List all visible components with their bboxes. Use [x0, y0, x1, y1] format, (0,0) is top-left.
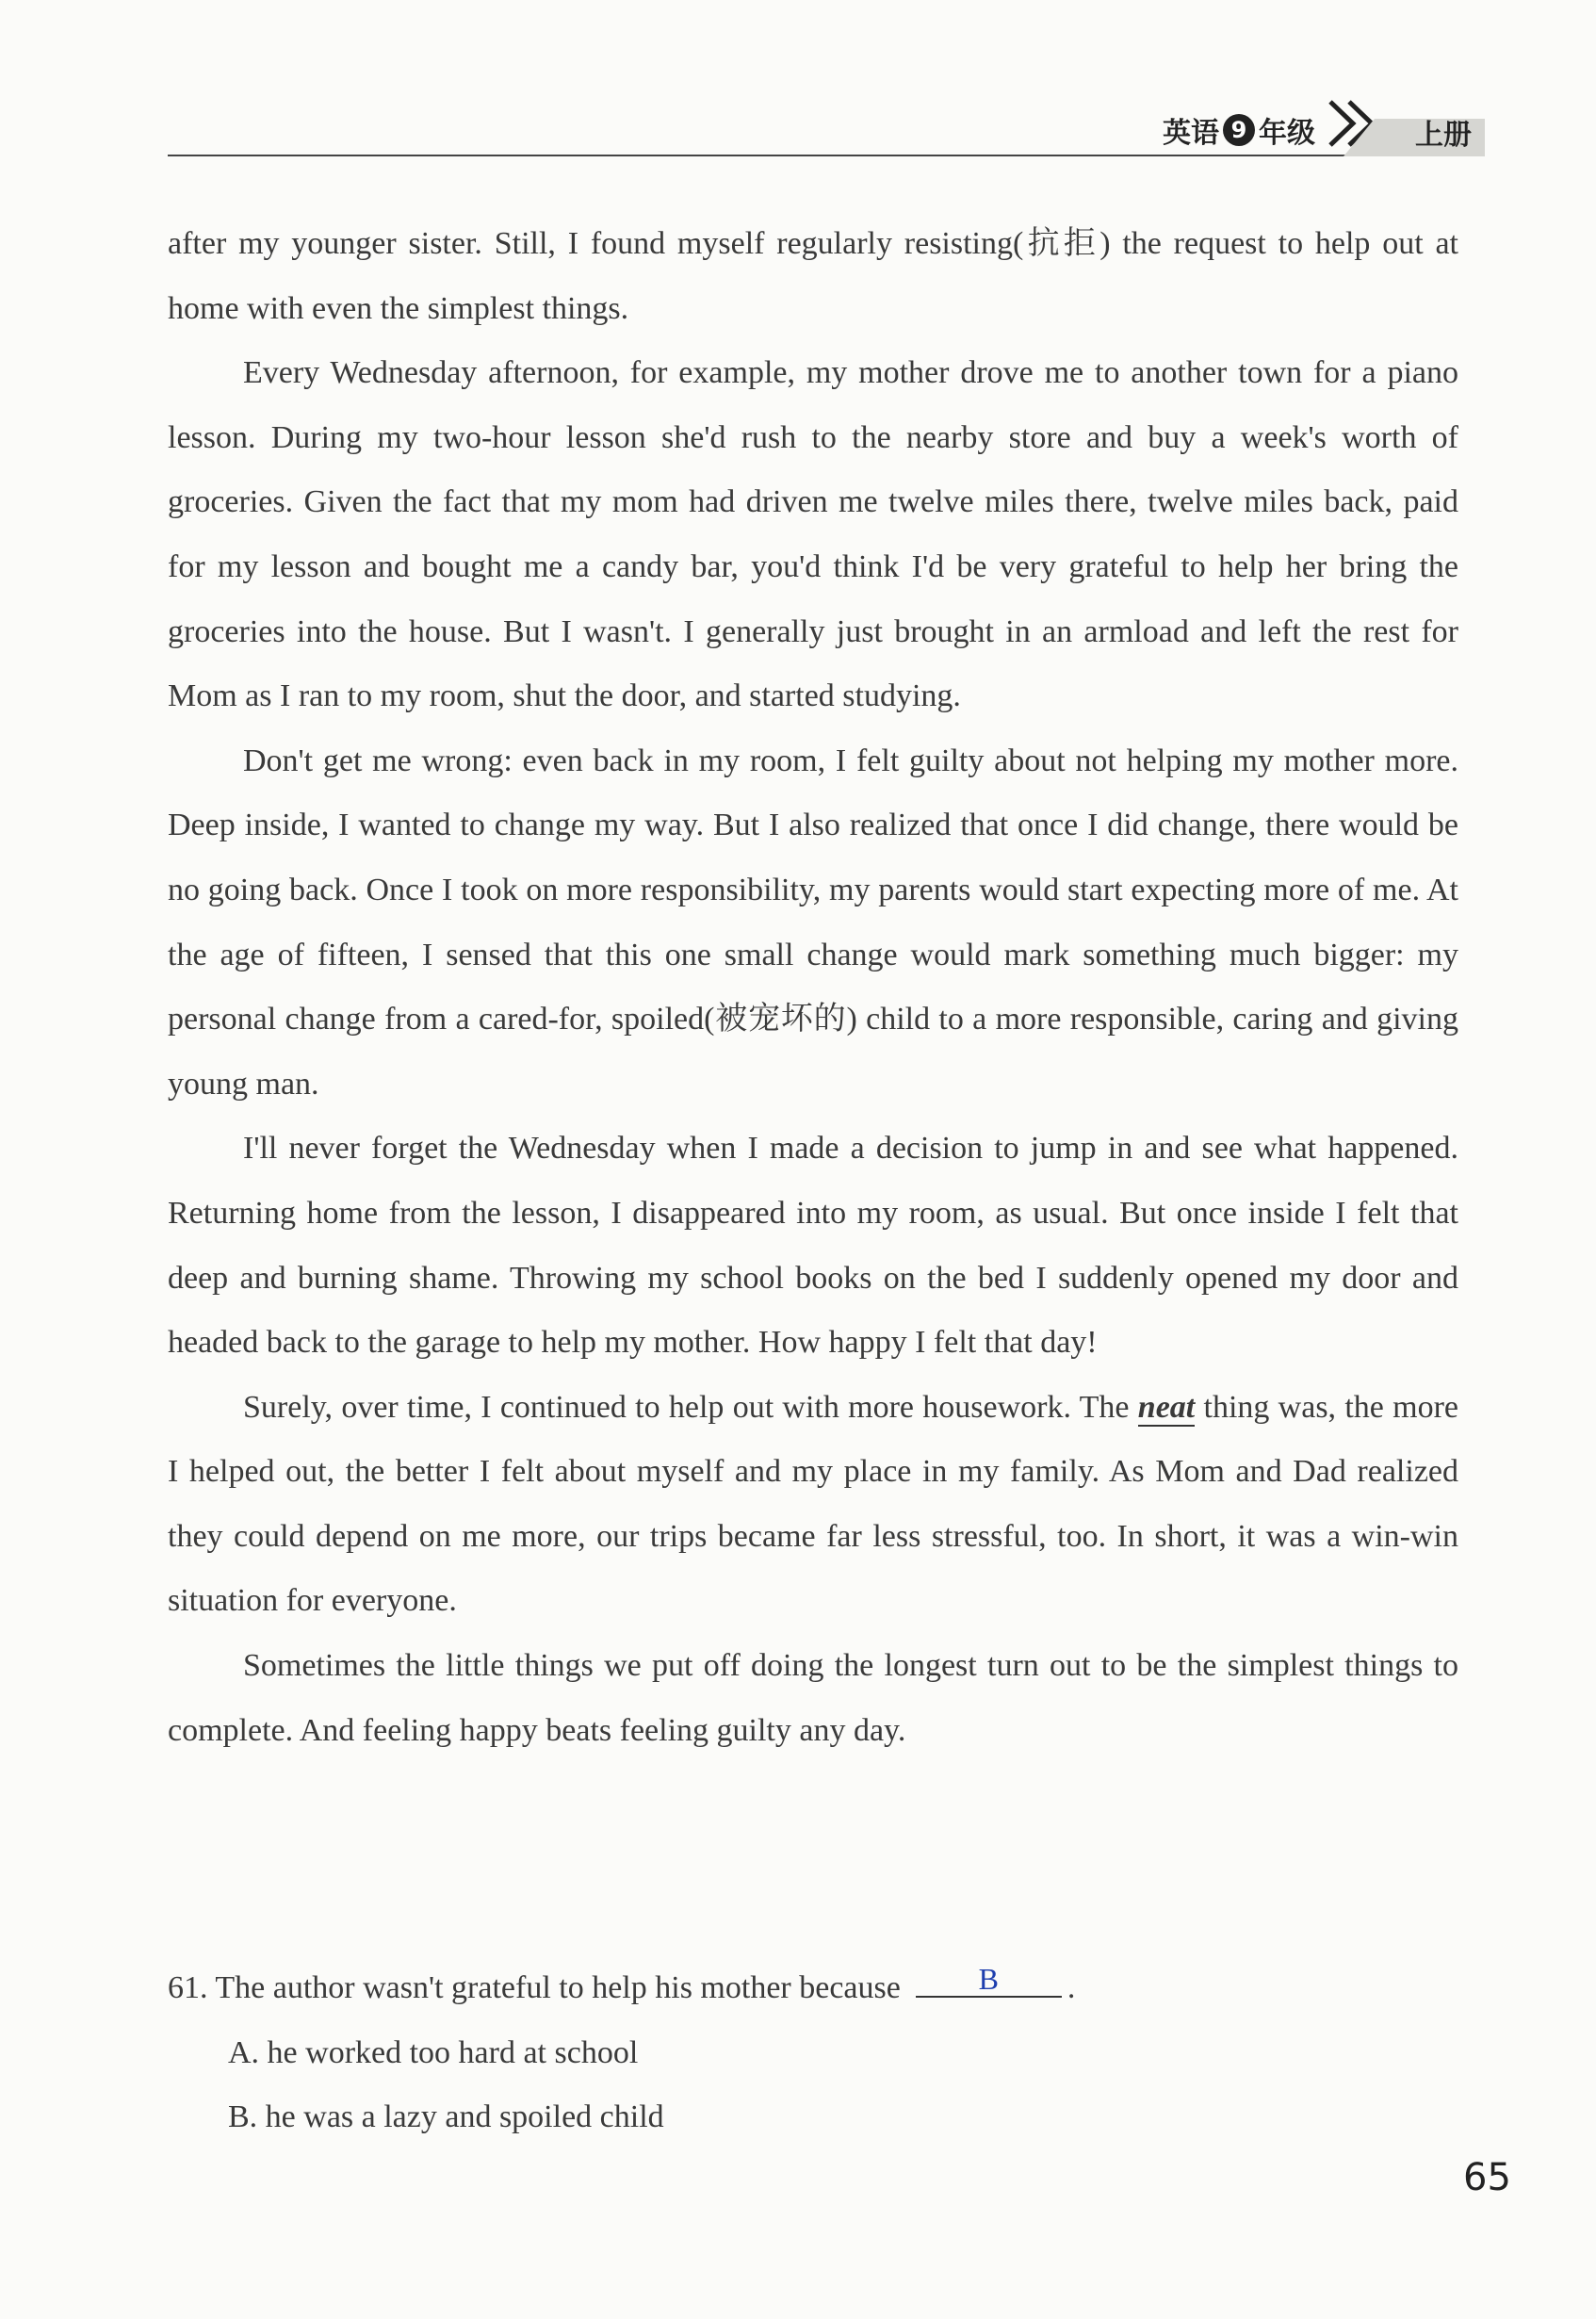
subject-label: 英语: [1163, 117, 1219, 150]
paragraph-6: Sometimes the little things we put off doing the longest turn out to be the simplest things to complete. And feeling happy beats feeling guilty any day.: [168, 1648, 1458, 1748]
paragraph-3: Don't get me wrong: even back in my room, I felt guilty about not helping my mother more. Deep inside, I wanted to change my way. But I also realized that once I did change, there would be no going back. Once I took on more responsibility, my parents would start expecting more of me. At the age of fifteen, I sensed that this one small change would mark something much bigger: my personal change from a cared-for, spoiled(被宠坏的) child to a more responsible, caring and giving young man.: [168, 743, 1458, 1102]
paragraph-1: after my younger sister. Still, I found myself regularly resisting(抗拒) the request to help out at home with even the simplest things.: [168, 226, 1458, 326]
page-header: [168, 92, 1485, 160]
question-61: [168, 1951, 1487, 2150]
paragraph-4: I'll never forget the Wednesday when I made a decision to jump in and see what happened. Returning home from the lesson, I disappeared into my room, as usual. But once inside I felt that deep and burning shame. Throwing my school books on the bed I suddenly opened my door and headed back to the garage to help my mother. How happy I felt that day!: [168, 1131, 1458, 1361]
volume-label: 上册: [1415, 119, 1472, 152]
reading-passage: [168, 212, 1458, 1763]
header-rule: [168, 155, 1485, 156]
option-b: B. he was a lazy and spoiled child: [228, 2099, 664, 2135]
handwritten-answer: B: [978, 1962, 1000, 1996]
grade-number-badge: 9: [1223, 114, 1255, 146]
paragraph-5: [168, 1376, 1458, 1634]
question-end-punct: .: [1067, 1970, 1076, 2005]
paragraph-5-before: Surely, over time, I continued to help out with more housework. The: [243, 1389, 1138, 1425]
question-stem: 61. The author wasn't grateful to help his mother because: [168, 1970, 901, 2005]
answer-blank[interactable]: [916, 1951, 1062, 1998]
emphasized-word: neat: [1137, 1389, 1196, 1425]
question-stem-line: [168, 1951, 1487, 2021]
grade-suffix-label: 年级: [1259, 117, 1315, 150]
paragraph-2: Every Wednesday afternoon, for example, my mother drove me to another town for a piano lesson. During my two-hour lesson she'd rush to the nearby store and buy a week's worth of groceries. Given the fact that my mom had driven me twelve miles there, twelve miles back, paid for my lesson and bought me a candy bar, you'd think I'd be very grateful to help her bring the groceries into the house. But I wasn't. I generally just brought in an armload and left the rest for Mom as I ran to my room, shut the door, and started studying.: [168, 355, 1458, 714]
header-subject-grade: [1163, 109, 1315, 151]
option-a: A. he worked too hard at school: [228, 2034, 639, 2070]
paragraph-5-after: thing was, the more I helped out, the better I felt about myself and my place in my family. As Mom and Dad realized they could depend on me more, our trips became far less stressful, too. In short, it was a win-win situation for everyone.: [168, 1389, 1458, 1619]
page-number: 65: [1463, 2156, 1511, 2199]
